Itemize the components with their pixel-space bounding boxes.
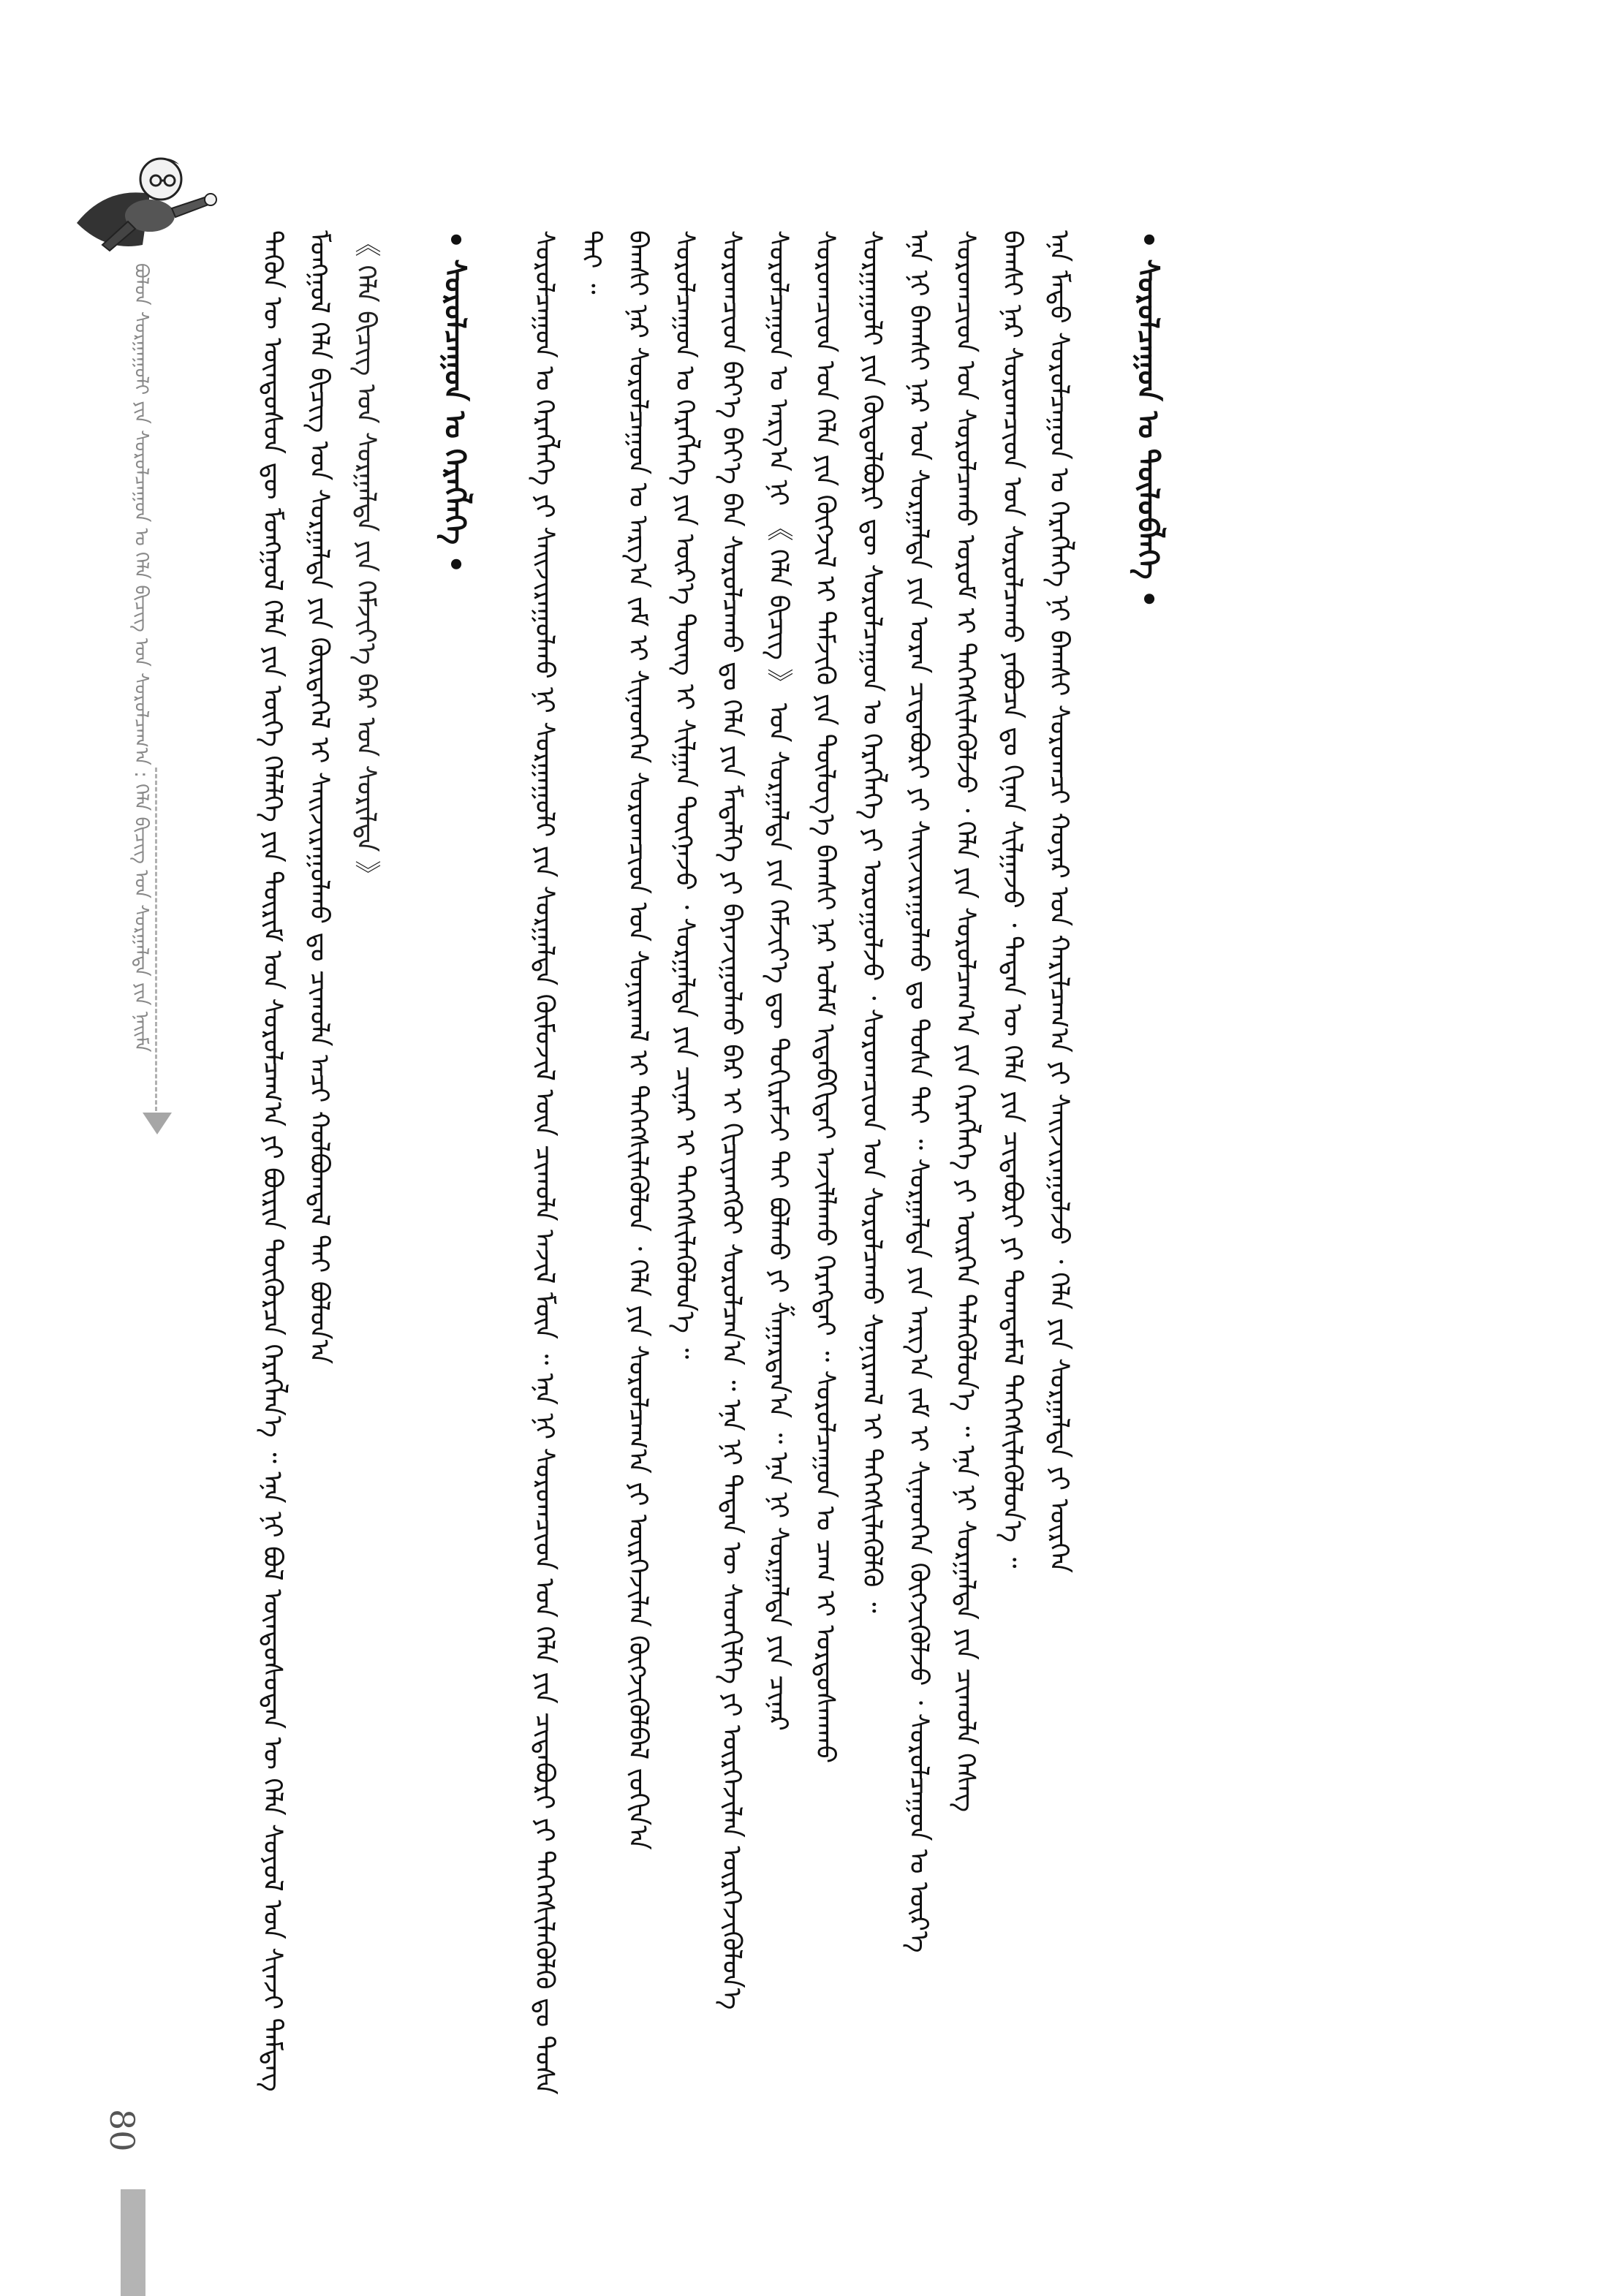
section-heading: • ᠰᠤᠷᠤᠯᠴᠠᠭᠤᠨ ᠤ ᠬᠡᠷᠡᠭᠯᠡᠭᠡ • — [438, 230, 472, 574]
running-header-text: ᠪᠣᠯᠤᠨ ᠰᠤᠷᠭᠠᠭᠤᠯᠢ ᠶᠢᠨ ᠰᠤᠷᠤᠯᠴᠠᠭᠤᠨ ᠤ ᠬᠡᠯᠡ ᠪᠢᠴᠢᠭ ᠤᠨ ᠰᠤᠷᠤᠯᠴᠠᠭ᠎ᠠ : ᠬᠡᠯᠡ ᠪᠢᠴᠢᠭ ᠤᠨ ᠰᠤᠷᠭᠠᠯᠲᠠ ᠶᠢᠨ ᠨᠠᠢᠮᠠ — [130, 263, 152, 1053]
text-column: ᠰᠤᠷᠤᠯᠴᠠᠭᠤᠨ ᠤ ᠬᠡᠷᠡᠭᠯᠡᠭᠡ ᠶᠢᠨ ᠦᠷ᠎ᠡ ᠳᠦᠩ ᠢ ᠰᠢᠯᠭᠠᠨ ᠳᠦᠭᠨᠡᠵᠦ ᠂ ᠰᠤᠷᠭᠠᠯᠲᠠ ᠶᠢᠨ ᠴᠢᠨᠠᠷ ᠢ ᠳᠡᠭᠡᠭᠰᠢᠯᠡᠭᠦᠯᠦᠨ᠎ᠡ ᠃ — [670, 230, 700, 1360]
text-column: ᠪᠠᠭᠰᠢ ᠨᠠᠷ ᠰᠤᠷᠤᠭᠴᠢᠳ ᠤᠨ ᠰᠤᠷᠤᠯᠴᠠᠬᠤ ᠶᠠᠪᠤᠴᠠ ᠳᠤ ᠬᠢᠨᠠᠨ ᠰᠢᠯᠭᠠᠵᠤ ᠂ ᠲᠡᠳᠡᠨ ᠦ ᠬᠡᠯᠡ ᠶᠢᠨ ᠴᠢᠳᠠᠪᠤᠷᠢ ᠶᠢ ᠲᠣᠭᠲᠠᠮᠠᠯ ᠳᠡᠭᠡᠭᠰᠢᠯᠡᠭᠦᠯᠦᠨ᠎ᠡ ᠃ — [997, 230, 1027, 1569]
page-number: 80 — [102, 2109, 142, 2152]
text-column: ᠰᠤᠷᠭᠠᠭᠤᠯᠢ ᠶᠢᠨ ᠬᠥᠲᠦᠯᠪᠦᠷᠢ ᠳᠦ ᠰᠤᠷᠤᠯᠴᠠᠭᠤᠨ ᠤ ᠬᠡᠷᠡᠭᠯᠡᠭᠡ ᠶᠢ ᠣᠷᠣᠭᠤᠯᠵᠤ ᠂ ᠰᠤᠷᠤᠭᠴᠢᠳ ᠤᠨ ᠰᠤᠷᠤᠯᠴᠠᠬᠤ ᠰᠣᠨᠢᠷᠬᠠᠯ ᠢ ᠳᠡᠭᠡᠭᠰᠢᠯᠡᠭᠦᠯᠬᠦ ᠃ — [857, 230, 887, 1613]
header-dashed-divider — [155, 768, 157, 1111]
text-column: ᠰᠤᠷᠤᠭᠴᠢᠳ ᠪᠡᠶ᠎ᠡ ᠪᠡᠶ᠎ᠡ ᠪᠡᠨ ᠰᠤᠷᠤᠯᠴᠠᠬᠤ ᠳᠤ ᠬᠡᠯᠡ ᠶᠢᠨ ᠮᠡᠳᠡᠯᠭᠡ ᠶᠢ ᠪᠠᠶᠠᠵᠢᠭᠤᠯᠬᠤ ᠪᠡᠷ ᠢ ᠬᠢᠴᠢᠶᠡᠩᠭᠦᠢ ᠰᠤᠷᠤᠯᠴᠠᠨ᠎ᠠ ᠃ ᠡᠨᠡ ᠨᠢ ᠲᠡᠳᠡᠨ ᠦ ᠰᠡᠳᠬᠢᠯᠭᠡ ᠶᠢ ᠦᠷᠭᠡᠵᠢᠯᠡᠨ ᠥᠷᠭᠡᠵᠢᠭᠦᠯᠦᠨ᠎ᠡ — [716, 230, 746, 2010]
triangle-marker-icon — [143, 1113, 172, 1134]
section-heading: • ᠰᠤᠷᠤᠯᠴᠠᠭᠤᠨ ᠤ ᠲᠥᠯᠥᠪᠯᠡᠭᠡ • — [1131, 230, 1165, 609]
text-column: ᠪᠠᠭᠰᠢ ᠨᠠᠷ ᠰᠤᠷᠤᠯᠴᠠᠭᠤᠨ ᠤ ᠠᠷᠭ᠎ᠠ ᠵᠠᠮ ᠢ ᠰᠢᠨᠡᠳᠬᠡᠨ ᠰᠤᠷᠤᠭᠴᠢᠳ ᠤᠨ ᠰᠣᠨᠢᠷᠬᠠᠯ ᠢ ᠳᠡᠭᠡᠭᠰᠢᠯᠡᠭᠦᠯᠦᠨ ᠂ ᠬᠡᠯᠡ ᠶᠢᠨ ᠰᠤᠷᠤᠯᠴᠠᠭ᠎ᠠ ᠶᠢ ᠦᠷᠭᠡᠵᠢᠯᠡᠨ ᠬᠥᠭᠵᠢᠭᠦᠯᠪᠡᠯ ᠵᠤᠬᠢᠨ᠎ᠠ — [623, 230, 653, 1850]
text-column: ᠰᠤᠷᠤᠯᠴᠠᠭᠤᠨ ᠤ ᠠᠷᠭ᠎ᠠ ᠨᠢ 《 ᠬᠡᠯᠡ ᠪᠢᠴᠢᠭ 》 ᠤᠨ ᠰᠤᠷᠭᠠᠯᠲᠠ ᠶᠢᠨ ᠬᠡᠮᠵᠢᠶ᠎ᠡ ᠳᠦ ᠲᠣᠬᠢᠷᠠᠮᠵᠢ ᠲᠠᠢ ᠪᠣᠯᠬᠤ ᠶᠢ ᠱᠠᠭᠠᠷᠳᠠᠨ᠎ᠠ ᠃ ᠡᠨᠡ ᠨᠢ ᠰᠤᠷᠭᠠᠯᠲᠠ ᠶᠢᠨ ᠴᠢᠨᠠᠷ — [763, 230, 793, 1731]
text-column: ᠮᠣᠩᠭᠣᠯ ᠬᠡᠯᠡ ᠪᠢᠴᠢᠭ ᠤᠨ ᠰᠤᠷᠭᠠᠯᠲᠠ ᠶᠢᠨ ᠬᠦᠷᠲᠡᠭᠡᠯ ᠢ ᠰᠠᠢᠵᠢᠷᠠᠭᠤᠯᠬᠤ ᠳᠤ ᠴᠢᠬᠤᠯᠠ ᠠᠴᠢ ᠬᠣᠯᠪᠣᠭᠳᠠᠯ ᠲᠠᠢ ᠪᠣᠯᠤᠨ᠎ᠠ — [304, 230, 334, 1365]
superhero-character-illustration — [62, 135, 230, 263]
text-column: ᠡᠨᠡ ᠨᠢ ᠪᠠᠭᠰᠢ ᠨᠠᠷ ᠤᠨ ᠰᠤᠷᠭᠠᠯᠲᠠ ᠶᠢᠨ ᠤᠷᠠᠨ ᠴᠢᠳᠠᠪᠤᠷᠢ ᠶᠢ ᠰᠠᠢᠵᠢᠷᠠᠭᠤᠯᠬᠤ ᠳᠤ ᠲᠤᠰᠠ ᠲᠠᠢ ᠃ ᠰᠤᠷᠭᠠᠯᠲᠠ ᠶᠢᠨ ᠠᠷᠭ᠎ᠠ ᠵᠠᠮ ᠢ ᠰᠢᠨᠡᠳᠬᠡᠨ ᠬᠥᠭᠵᠢᠭᠦᠯᠵᠦ ᠂ ᠰᠤᠷᠤᠯᠴᠠᠭᠤᠨ ᠤ ᠦᠷ᠎ᠡ — [904, 230, 934, 1953]
running-header — [124, 263, 168, 1140]
text-column: ᠰᠤᠷᠤᠭᠴᠢᠳ ᠤᠨ ᠬᠡᠯᠡ ᠶᠢᠨ ᠬᠥᠭᠵᠢᠯ ᠢ ᠳᠡᠮᠵᠢᠬᠦ ᠶᠢᠨ ᠲᠥᠯᠥᠭ᠎ᠡ ᠪᠠᠭᠰᠢ ᠨᠠᠷ ᠤᠯᠠᠮ ᠢᠳᠡᠪᠬᠢᠲᠡᠢ ᠠᠵᠢᠯᠯᠠᠬᠤ ᠬᠡᠷᠡᠭᠲᠡᠢ ᠃ ᠰᠤᠷᠤᠯᠴᠠᠭᠤᠨ ᠤ ᠴᠠᠭ ᠢ ᠤᠷᠲᠤᠰᠬᠠᠬᠤ — [810, 230, 840, 1764]
text-column: ᠲᠡᠭᠦᠨ ᠦ ᠦᠨᠳᠦᠰᠦᠨ ᠳᠦ ᠮᠣᠩᠭᠣᠯ ᠬᠡᠯᠡ ᠶᠢᠨ ᠦᠭᠡ ᠬᠡᠯᠡᠯᠭᠡ ᠶᠢᠨ ᠳᠦᠷᠢᠮ ᠤᠨ ᠰᠤᠷᠤᠯᠴᠠᠭ᠎ᠠ ᠶᠢ ᠪᠦᠷᠢᠨ ᠳᠦᠭᠦᠷᠴᠡ ᠬᠡᠷᠡᠭᠯᠡᠨ᠎ᠡ ᠃ ᠡᠨᠡ ᠨᠢ ᠪᠣᠯ ᠦᠨᠳᠦᠰᠦᠲᠡᠨ ᠦ ᠬᠡᠯᠡ ᠰᠣᠶᠤᠯ ᠤᠨ ᠰᠢᠨᠵᠢ ᠲᠡᠮᠳᠡᠭ — [257, 230, 287, 2092]
quote-column: 《 ᠬᠡᠯᠡ ᠪᠢᠴᠢᠭ ᠤᠨ ᠰᠤᠷᠭᠠᠯᠲᠠ ᠶᠢᠨ ᠬᠡᠮᠵᠢᠶ᠎ᠡ ᠪᠠᠷ ᠤᠨ ᠰᠣᠷᠢᠯᠲᠠ 》 — [351, 230, 381, 887]
body-text — [249, 230, 1455, 2102]
text-column: ᠰᠤᠷᠤᠭᠴᠢᠳ ᠤᠨ ᠰᠤᠷᠤᠯᠴᠠᠬᠤ ᠤᠷᠤᠮ ᠢ ᠳᠡᠭᠡᠭᠰᠢᠯᠡᠭᠦᠯᠵᠦ ᠂ ᠬᠡᠯᠡ ᠶᠢᠨ ᠰᠤᠷᠤᠯᠴᠠᠭ᠎ᠠ ᠶᠢᠨ ᠬᠡᠷᠡᠭᠯᠡᠭᠡ ᠶᠢ ᠥᠷᠭᠡᠨ ᠲᠡᠯᠡᠭᠦᠯᠦᠨ᠎ᠡ ᠃ ᠡᠨᠡ ᠨᠢ ᠰᠤᠷᠭᠠᠯᠲᠠ ᠶᠢᠨ ᠴᠢᠬᠤᠯᠠ ᠬᠡᠰᠡᠭ — [950, 230, 980, 1813]
text-column: ᠡᠨᠡ ᠮᠡᠲᠦ ᠰᠤᠷᠤᠯᠴᠠᠭᠤᠨ ᠤ ᠬᠡᠷᠡᠭᠯᠡᠭᠡ ᠨᠢ ᠪᠠᠭᠰᠢ ᠰᠤᠷᠤᠭᠴᠢ ᠬᠣᠶᠠᠷ ᠤᠨ ᠬᠠᠷᠢᠯᠴᠠᠭ᠎ᠠ ᠶᠢ ᠰᠠᠢᠵᠢᠷᠠᠭᠤᠯᠵᠤ ᠂ ᠬᠡᠯᠡ ᠶᠢᠨ ᠰᠤᠷᠭᠠᠯᠲᠠ ᠶᠢ ᠥᠷᠭᠡᠨ — [1044, 230, 1074, 1573]
text-column: ᠰᠤᠷᠤᠯᠴᠠᠭᠤᠨ ᠤ ᠬᠡᠷᠡᠭᠯᠡᠭᠡ ᠶᠢ ᠰᠠᠢᠵᠢᠷᠠᠭᠤᠯᠬᠤ ᠨᠢ ᠰᠤᠷᠭᠠᠭᠤᠯᠢ ᠶᠢᠨ ᠰᠤᠷᠭᠠᠯᠲᠠ ᠬᠦᠮᠦᠵᠢᠯ ᠦᠨ ᠴᠢᠬᠤᠯᠠ ᠠᠵᠢᠯ ᠮᠦᠨ ᠃ ᠡᠨᠡ ᠨᠢ ᠰᠤᠷᠤᠭᠴᠢᠳ ᠤᠨ ᠬᠡᠯᠡ ᠶᠢᠨ ᠴᠢᠳᠠᠪᠤᠷᠢ ᠶᠢ ᠳᠡᠭᠡᠭᠰᠢᠯᠡᠭᠦᠯᠬᠦ ᠳᠤ ᠲᠤᠰᠠ ᠲᠠᠢ ᠃ — [529, 230, 606, 2095]
page-edge-bar — [121, 2189, 145, 2296]
